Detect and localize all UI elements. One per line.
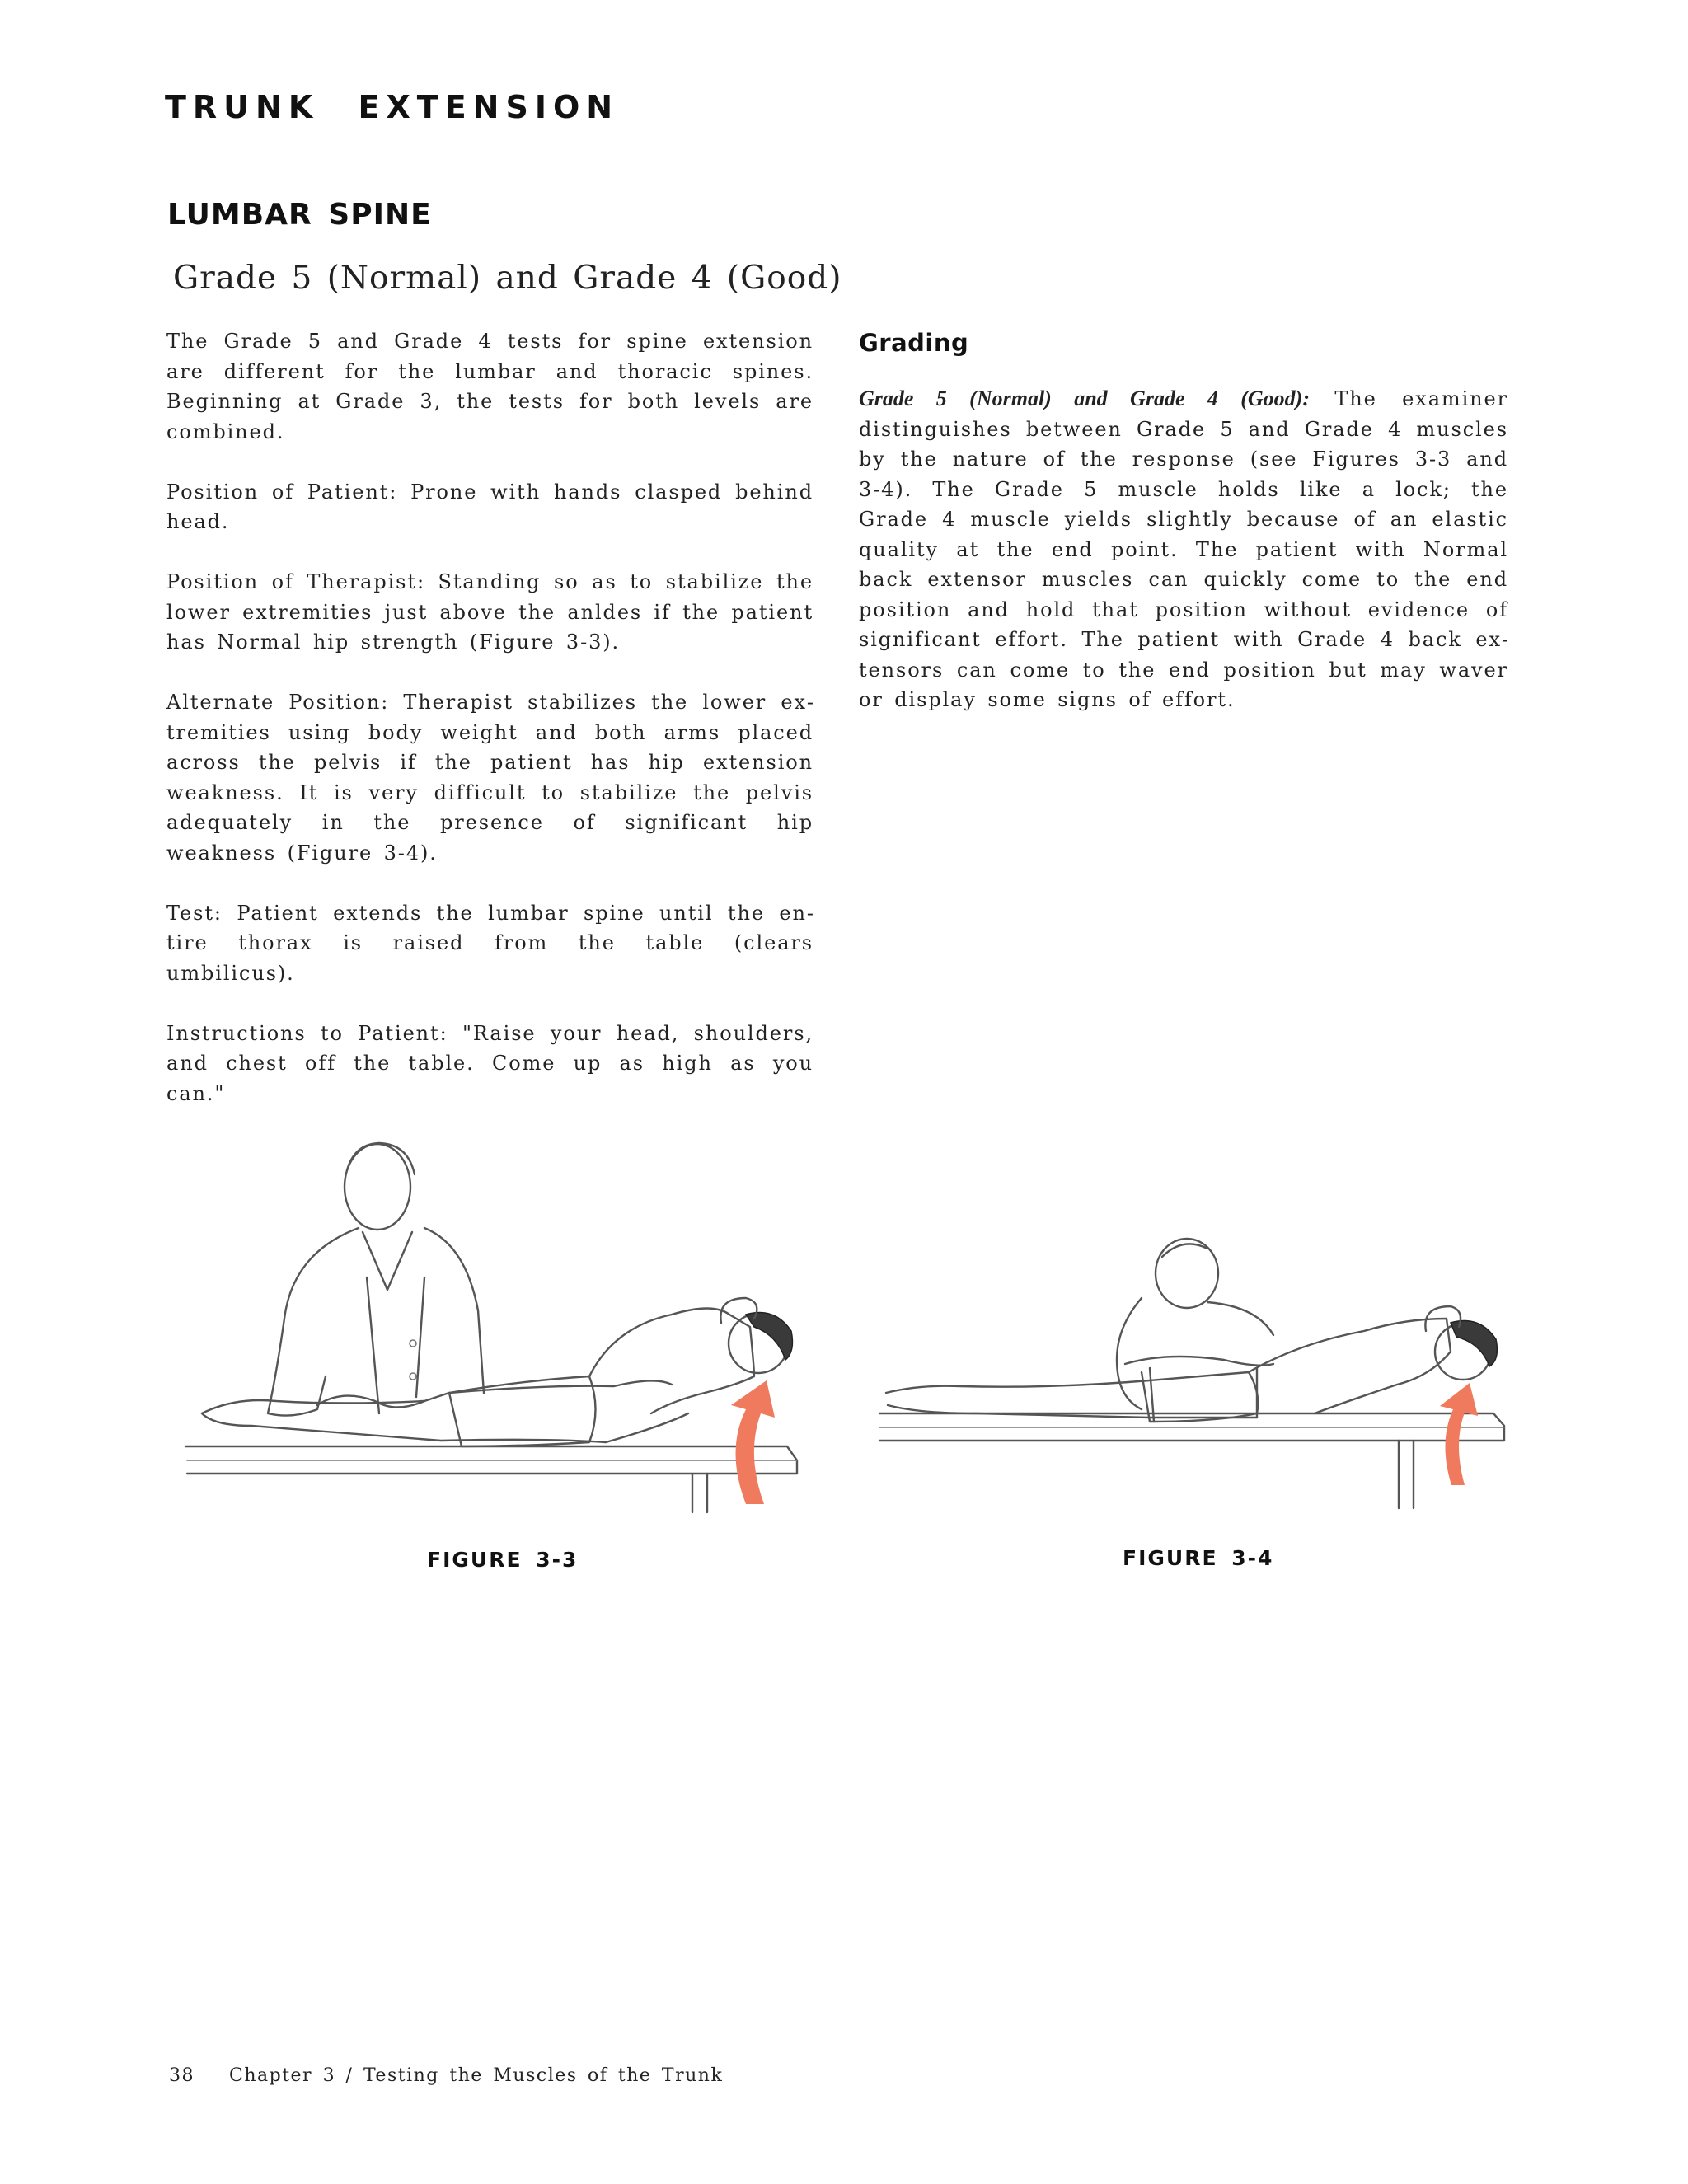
- lift-arrow: [1440, 1383, 1478, 1485]
- table-leg: [1399, 1441, 1414, 1508]
- alternate-position: Alternate Position: Therapist stabilizes the lower extremities using body weight and both arms placed across the pelvis if the patient has hip extension weakness. It is very difficult to stabilize the pelvis adequately in the presence of significant hip weakness (Figure 3-4).: [166, 691, 814, 865]
- position-of-therapist: Position of Therapist: Standing so as to stabilize the lower extremities just above the anldes if the patient has Normal hip strength (Figure 3-3).: [166, 570, 814, 654]
- therapist-body: [1117, 1298, 1273, 1409]
- therapist-head: [1156, 1239, 1218, 1308]
- figure-3-4-caption: FIGURE 3-4: [1123, 1546, 1274, 1570]
- patient-legs: [886, 1372, 1249, 1393]
- page-number: 38: [169, 2065, 195, 2086]
- grading-body: The examiner distinguishes between Grade 5 and Grade 4 muscles by the nature of the response (see Figures 3-3 and 3-4). The Grade 5 muscle holds like a lock; the Grade 4 muscle yields slightly because of an elastic quality at the end point. The patient with Normal back extensor muscles can quickly come to the end position and hold that position without evidence of significant effort. The patient with Grade 4 back extensors can come to the end position but may waver or display some signs of effort.: [859, 387, 1508, 711]
- section-title: LUMBAR SPINE: [167, 198, 432, 232]
- instructions-to-patient: Instructions to Patient: "Raise your head, shoulders, and chest off the table. Come up as high as you can.": [166, 1021, 814, 1105]
- running-title: Chapter 3 / Testing the Muscles of the Trunk: [229, 2065, 724, 2086]
- page-footer: [169, 2065, 757, 2086]
- intro-paragraph: The Grade 5 and Grade 4 tests for spine extension are different for the lumbar and thoracic spines. Beginning at Grade 3, the tests for both levels are combined.: [166, 330, 814, 443]
- test-paragraph: Test: Patient extends the lumbar spine until the entire thorax is raised from the table (clears umbilicus).: [166, 901, 814, 985]
- position-of-patient: Position of Patient: Prone with hands clasped behind head.: [166, 480, 814, 533]
- table-leg: [692, 1474, 707, 1512]
- figure-3-3-illustration: [177, 1129, 812, 1525]
- left-column: [166, 326, 814, 1139]
- grading-lead: Grade 5 (Normal) and Grade 4 (Good):: [859, 387, 1310, 410]
- patient-torso: [589, 1309, 754, 1414]
- figure-3-4-illustration: [870, 1228, 1512, 1525]
- grading-paragraph: [859, 384, 1508, 715]
- chapter-title: TRUNK EXTENSION: [165, 89, 620, 125]
- grade-title: Grade 5 (Normal) and Grade 4 (Good): [173, 260, 842, 297]
- patient-torso: [1249, 1319, 1451, 1413]
- grading-heading: Grading: [859, 329, 969, 357]
- lift-arrow: [731, 1380, 775, 1504]
- patient-legs: [202, 1380, 672, 1413]
- right-column: [859, 326, 1508, 745]
- therapist-head: [345, 1144, 410, 1230]
- figure-3-3-caption: FIGURE 3-3: [427, 1548, 579, 1572]
